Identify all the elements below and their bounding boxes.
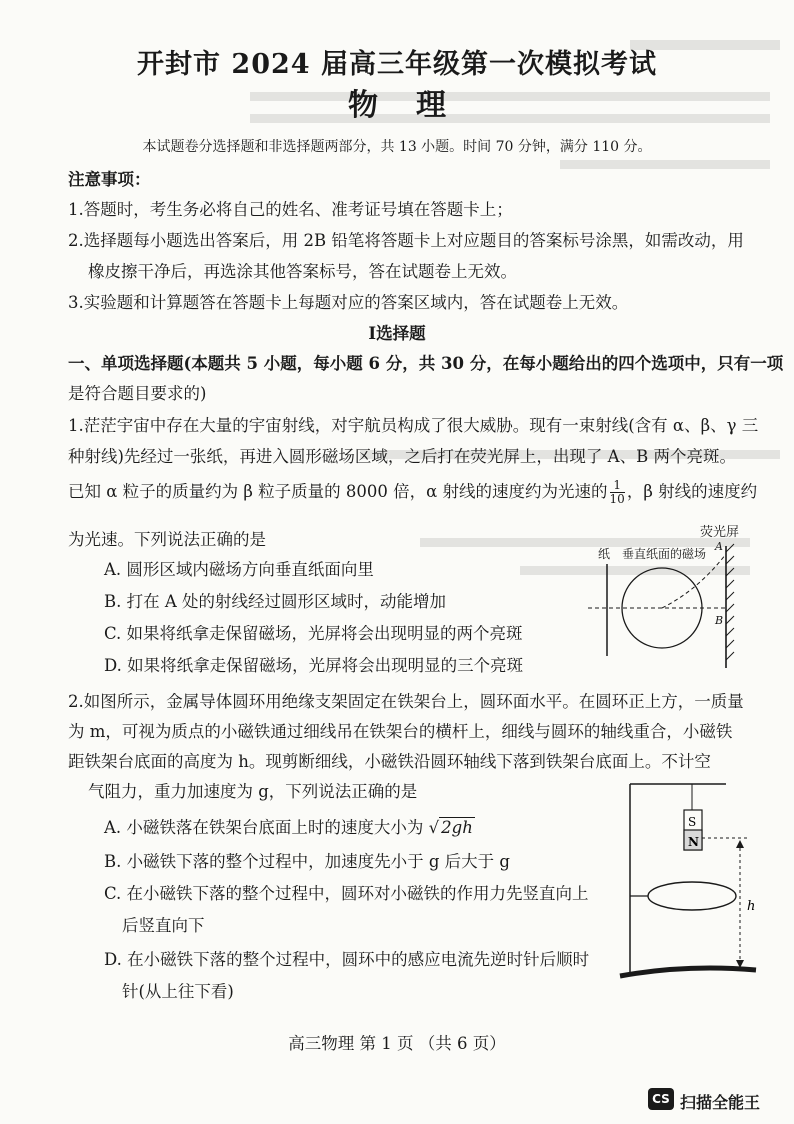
- q2-line-2: 为 m，可视为质点的小磁铁通过细线吊在铁架台的横杆上，细线与圆环的轴线重合，小磁铁: [68, 722, 733, 741]
- q1-option-b[interactable]: B. 打在 A 处的射线经过圆形区域时，动能增加: [104, 592, 447, 611]
- label-paper: 纸: [598, 547, 611, 561]
- q2-option-c-line-1[interactable]: C. 在小磁铁下落的整个过程中，圆环对小磁铁的作用力先竖直向上: [104, 884, 589, 903]
- note-item-3: 3.实验题和计算题答在答题卡上每题对应的答案区域内，答在试题卷上无效。: [68, 293, 629, 312]
- q2-line-4: 气阻力，重力加速度为 g，下列说法正确的是: [88, 782, 418, 801]
- q2-option-c-line-2: 后竖直向下: [122, 916, 205, 935]
- note-item-1: 1.答题时，考生务必将自己的姓名、准考证号填在答题卡上；: [68, 200, 513, 219]
- camscanner-logo-icon: CS: [648, 1088, 674, 1110]
- height-arrow-top: [736, 840, 744, 848]
- label-n-pole: N: [688, 835, 699, 849]
- section-heading-line-2: 是符合题目要求的): [68, 384, 207, 403]
- sqrt-expression: √ 2gh: [428, 818, 473, 837]
- note-item-2-line-2: 橡皮擦干净后，再选涂其他答案标号，答在试题卷上无效。: [88, 262, 517, 281]
- notes-heading: 注意事项：: [68, 170, 151, 189]
- metal-ring: [648, 882, 736, 910]
- screen-hatching: [726, 544, 734, 660]
- q2-line-1: 2.如图所示，金属导体圆环用绝缘支架固定在铁架台上，圆环面水平。在圆环正上方，一质量: [68, 692, 744, 711]
- section-title: Ⅰ选择题: [368, 324, 426, 343]
- q2-magnet-ring-diagram: [616, 772, 766, 990]
- q2-line-3: 距铁架台底面的高度为 h。现剪断细线，小磁铁沿圆环轴线下落到铁架台底面上。不计空: [68, 752, 711, 771]
- label-s-pole: S: [688, 815, 697, 829]
- fraction-one-tenth: $\frac{1}{10}$: [609, 478, 625, 506]
- note-item-2-line-1: 2.选择题每小题选出答案后，用 2B 铅笔将答题卡上对应题目的答案标号涂黑，如需改动，用: [68, 231, 744, 250]
- subject-title: 物理: [348, 88, 484, 123]
- camscanner-label: 扫描全能王: [680, 1093, 761, 1112]
- exam-title: 开封市 2024 届高三年级第一次模拟考试: [137, 49, 657, 80]
- label-field: 垂直纸面的磁场: [622, 547, 707, 561]
- section-heading-line-1: 一、单项选择题(本题共 5 小题，每小题 6 分，共 30 分，在每小题给出的四个选项中，只有一项: [68, 354, 784, 373]
- q2-option-a[interactable]: A. 小磁铁落在铁架台底面上时的速度大小为 √ 2gh: [104, 818, 473, 837]
- q1-option-c[interactable]: C. 如果将纸拿走保留磁场，光屏将会出现明显的两个亮斑: [104, 624, 523, 643]
- q2-option-b[interactable]: B. 小磁铁下落的整个过程中，加速度先小于 g 后大于 g: [104, 852, 510, 871]
- label-height: h: [747, 899, 756, 914]
- q2-option-d-line-2: 针(从上往下看): [122, 982, 234, 1001]
- page-footer: 高三物理 第 1 页 （共 6 页）: [288, 1034, 506, 1053]
- label-screen: 荧光屏: [700, 525, 740, 540]
- label-point-b: B: [715, 614, 724, 627]
- q1-line-1: 1.茫茫宇宙中存在大量的宇宙射线，对宇航员构成了很大威胁。现有一束射线(含有 α、β、γ 三: [68, 416, 759, 435]
- label-point-a: A: [715, 540, 723, 553]
- q1-option-a[interactable]: A. 圆形区域内磁场方向垂直纸面向里: [104, 560, 374, 579]
- q1-line-3: 已知 α 粒子的质量约为 β 粒子质量的 8000 倍，α 射线的速度约为光速的 $\frac{1}{10}$ ，β 射线的速度约: [68, 478, 758, 506]
- q1-option-d[interactable]: D. 如果将纸拿走保留磁场，光屏将会出现明显的三个亮斑: [104, 656, 524, 675]
- q1-magnetic-field-diagram: [588, 520, 748, 680]
- q1-line-4: 为光速。下列说法正确的是: [68, 530, 266, 549]
- q1-line-2: 种射线)先经过一张纸，再进入圆形磁场区域，之后打在荧光屏上，出现了 A、B 两个亮斑。: [68, 447, 736, 466]
- stand-base: [620, 968, 756, 976]
- deflected-path: [662, 554, 726, 608]
- exam-intro: 本试题卷分选择题和非选择题两部分，共 13 小题。时间 70 分钟，满分 110 分。: [142, 139, 652, 155]
- q2-option-d-line-1[interactable]: D. 在小磁铁下落的整个过程中，圆环中的感应电流先逆时针后顺时: [104, 950, 590, 969]
